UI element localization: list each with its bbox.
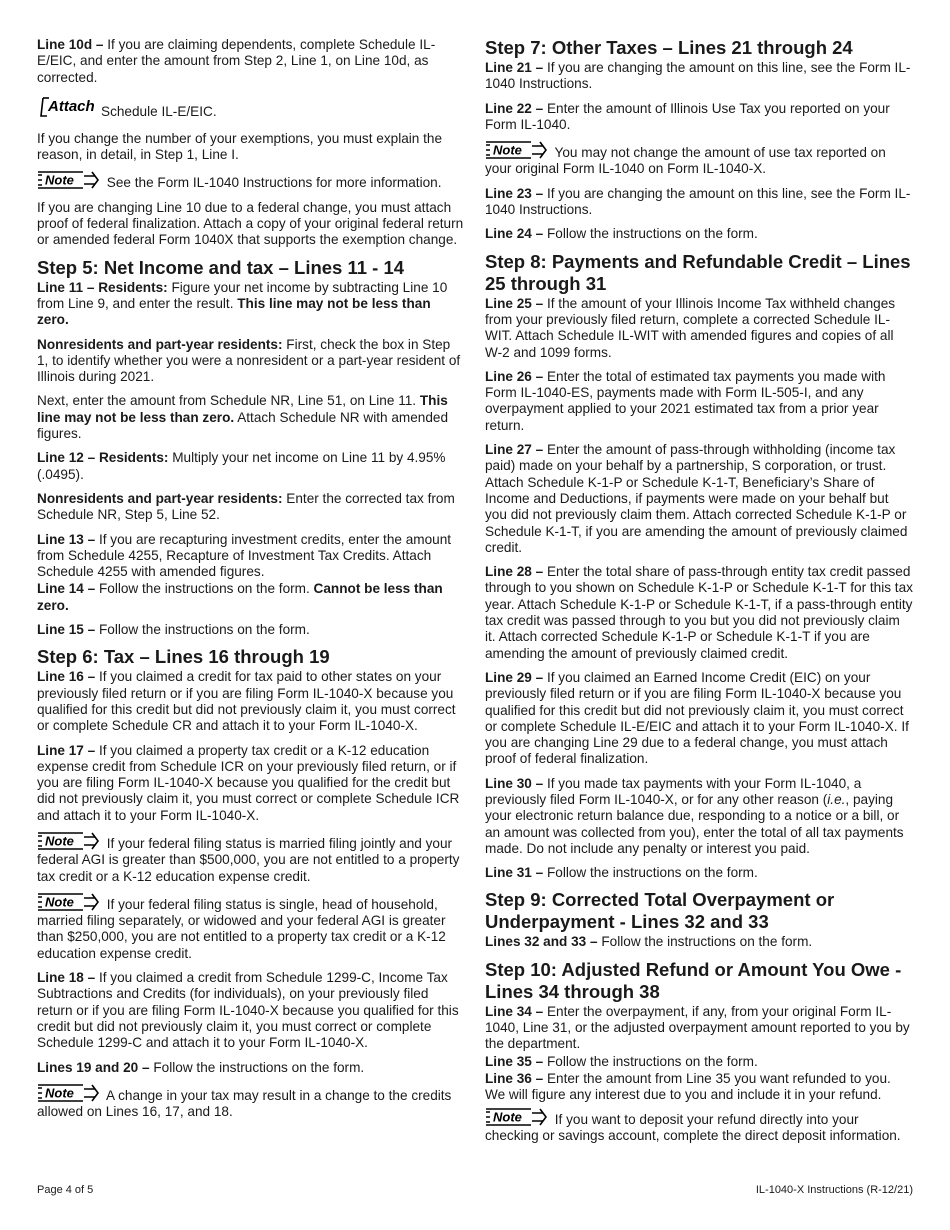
note-icon — [37, 171, 99, 189]
attach-icon — [39, 94, 99, 118]
line11-para: Line 11 – Residents: Figure your net income by subtracting Line 10 from Line 9, and enter the result. This line may not be less than zero. — [37, 279, 448, 328]
note-single-agi: Note If your federal filing status is single, head of household, married filing separately, or widowed and your federal AGI is greater than $250,000, you are not entitled to a property tax credit or a K-12 education expense credit. — [37, 894, 446, 961]
page-number: Page 4 of 5 — [37, 1184, 94, 1196]
line26-para: Line 26 – Enter the total of estimated tax payments you made with Form IL-1040-ES, payments made with Form IL-505-I, and any overpayment applied to your 2021 estimated tax from a prior year return. — [485, 368, 886, 433]
line27-para: Line 27 – Enter the amount of pass-through withholding (income tax paid) made on your behalf by a partnership, S corporation, or trust. Attach Schedule K-1-P or Schedule K-1-T, Beneficiary’s Share of Income and Deductions, if payments were made on your behalf but you did not previously claim them. Attach corrected Schedule K-1-P or Schedule K-1-T, if you are amending the amount of previously claimed credit. — [485, 442, 908, 555]
step10-heading: Step 10: Adjusted Refund or Amount You Owe - Lines 34 through 38 — [485, 958, 902, 1002]
exemptions-para: If you change the number of your exemptions, you must explain the reason, in detail, in Step 1, Line I. — [37, 130, 443, 163]
note-use-tax: Note You may not change the amount of use tax reported on your original Form IL-1040 on Form IL-1040-X. — [485, 142, 886, 177]
step8-heading: Step 8: Payments and Refundable Credit – Lines 25 through 31 — [485, 250, 911, 294]
note-icon — [485, 141, 547, 159]
attach-text: Schedule IL-E/EIC. — [101, 103, 217, 119]
line34-para: Line 34 – Enter the overpayment, if any, from your original Form IL-1040, Line 31, or the adjusted overpayment amount reported to you by the department. — [485, 1003, 910, 1052]
line18-para: Line 18 – If you claimed a credit from Schedule 1299-C, Income Tax Subtractions and Credits (for individuals), on your previously filed return or if you are filing Form IL-1040-X because you qualified for this credit but did not previously claim it, you must correct or complete Schedule 1299-C and attach it to your Form IL-1040-X. — [37, 970, 459, 1051]
line24-para: Line 24 – Follow the instructions on the form. — [485, 226, 758, 242]
federal-change-para: If you are changing Line 10 due to a federal change, you must attach proof of federal finalization. Attach a copy of your original federal return or amended federal Form 1040X that supports the exemption change. — [37, 199, 464, 248]
svg-text:Attach: Attach — [48, 97, 95, 115]
line25-para: Line 25 – If the amount of your Illinois Income Tax withheld changes from your previously filed return, complete a corrected Schedule IL-WIT. Attach Schedule IL-WIT with amended figures and copies of all W-2 and 1099 forms. — [485, 295, 896, 360]
line28-para: Line 28 – Enter the total share of pass-through entity tax credit passed through to you shown on Schedule K-1-P or Schedule K-1-T for this tax year. Attach Schedule K-1-P or Schedule K-1-T, if a pass-through entity tax credit was passed through to you but you did not previously claim it. Attach corrected Schedule K-1-P or Schedule K-1-T if you are amending the amount of previously claimed credit. — [485, 564, 913, 661]
form-identifier: IL-1040-X Instructions (R-12/21) — [755, 1184, 913, 1196]
line14-para: Line 14 – Follow the instructions on the form. Cannot be less than zero. — [37, 581, 443, 613]
line23-para: Line 23 – If you are changing the amount on this line, see the Form IL-1040 Instructions. — [485, 185, 911, 218]
line22-para: Line 22 – Enter the amount of Illinois Use Tax you reported on your Form IL-1040. — [485, 100, 890, 132]
svg-text:Note: Note — [45, 833, 74, 849]
svg-text:Note: Note — [493, 142, 522, 158]
note-icon — [485, 1108, 547, 1126]
note-see-instructions: Note See the Form IL-1040 Instructions for more information. — [37, 171, 465, 191]
line12-para: Line 12 – Residents: Multiply your net income on Line 11 by 4.95% (.0495). — [37, 450, 446, 482]
next-nr-para: Next, enter the amount from Schedule NR, Line 51, on Line 11. This line may not be less than zero. Attach Schedule NR with amended figures. — [37, 393, 449, 442]
line30-para: Line 30 – If you made tax payments with your Form IL-1040, a previously filed Form IL-1040-X, or for any other reason (i.e., paying your electronic return balance due, responding to a notice or a bill, or an amount was collected from you), enter the total of all tax payments made. Do not include any penalty or interest you paid. — [485, 775, 904, 856]
line31-para: Line 31 – Follow the instructions on the form. — [485, 865, 758, 881]
line17-para: Line 17 – If you claimed a property tax credit or a K-12 education expense credit from Schedule ICR on your previously filed return, or if you are filing Form IL-1040-X because you qualified for the credit but did not previously claim it, you must correct or complete Schedule ICR and attach it to your Form IL-1040-X. — [37, 742, 460, 823]
line15-para: Line 15 – Follow the instructions on the form. — [37, 622, 310, 638]
note-credits-change: Note A change in your tax may result in a change to the credits allowed on Lines 16, 17, and 18. — [37, 1085, 452, 1120]
right-column — [485, 37, 913, 1152]
lines19-20-para: Lines 19 and 20 – Follow the instructions on the form. — [37, 1059, 365, 1075]
line35-para: Line 35 – Follow the instructions on the form. — [485, 1053, 758, 1069]
note-icon — [37, 893, 99, 911]
lines32-33-para: Lines 32 and 33 – Follow the instructions on the form. — [485, 934, 813, 950]
line29-para: Line 29 – If you claimed an Earned Income Credit (EIC) on your previously filed return or if you are filing Form IL-1040-X because you qualified for this credit but did not previously claim it, you must correct or complete Schedule IL-E/EIC and attach it to your Form IL-1040-X. If you are changing Line 29 due to a federal change, you must attach proof of federal finalization. — [485, 669, 909, 767]
step9-heading: Step 9: Corrected Total Overpayment or Underpayment - Lines 32 and 33 — [485, 889, 835, 933]
svg-text:Note: Note — [493, 1109, 522, 1125]
nonres-tax-para: Nonresidents and part-year residents: Enter the corrected tax from Schedule NR, Step 5, Line 52. — [37, 490, 455, 523]
note-direct-deposit: Note If you want to deposit your refund directly into your checking or savings account, complete the direct deposit information. — [485, 1109, 901, 1143]
step5-heading: Step 5: Net Income and tax – Lines 11 - 14 — [37, 256, 405, 278]
svg-text:Note: Note — [45, 1085, 74, 1101]
step7-heading: Step 7: Other Taxes – Lines 21 through 24 — [485, 37, 853, 58]
left-column — [37, 37, 465, 1128]
note-icon — [37, 1084, 99, 1102]
nonres-step1-para: Nonresidents and part-year residents: First, check the box in Step 1, to identify whether you were a nonresident or a part-year resident of Illinois during 2021. — [37, 336, 461, 385]
svg-text:Note: Note — [45, 894, 74, 910]
note-icon — [37, 832, 99, 850]
note-mfj-agi: Note If your federal filing status is married filing jointly and your federal AGI is greater than $500,000, you are not entitled to a property tax credit or a K-12 education expense credit. — [37, 833, 460, 884]
line13-para: Line 13 – If you are recapturing investment credits, enter the amount from Schedule 4255, Recapture of Investment Tax Credits. Attach Schedule 4255 with amended figures. — [37, 531, 452, 580]
line10d-para: Line 10d – If you are claiming dependents, complete Schedule IL-E/EIC, and enter the amount from Step 2, Line 1, on Line 10d, as corrected. — [37, 37, 436, 85]
line36-para: Line 36 – Enter the amount from Line 35 you want refunded to you. We will figure any interest due to you and include it in your refund. — [485, 1070, 891, 1103]
attach-schedule-row — [37, 94, 465, 120]
line16-para: Line 16 – If you claimed a credit for tax paid to other states on your previously filed return or if you are filing Form IL-1040-X because you qualified for this credit but did not previously claim it, you must correct or complete Schedule CR and attach it to your Form IL-1040-X. — [37, 669, 456, 734]
svg-text:Note: Note — [45, 172, 74, 188]
step6-heading: Step 6: Tax – Lines 16 through 19 — [37, 646, 330, 668]
line21-para: Line 21 – If you are changing the amount on this line, see the Form IL-1040 Instructions. — [485, 60, 911, 92]
